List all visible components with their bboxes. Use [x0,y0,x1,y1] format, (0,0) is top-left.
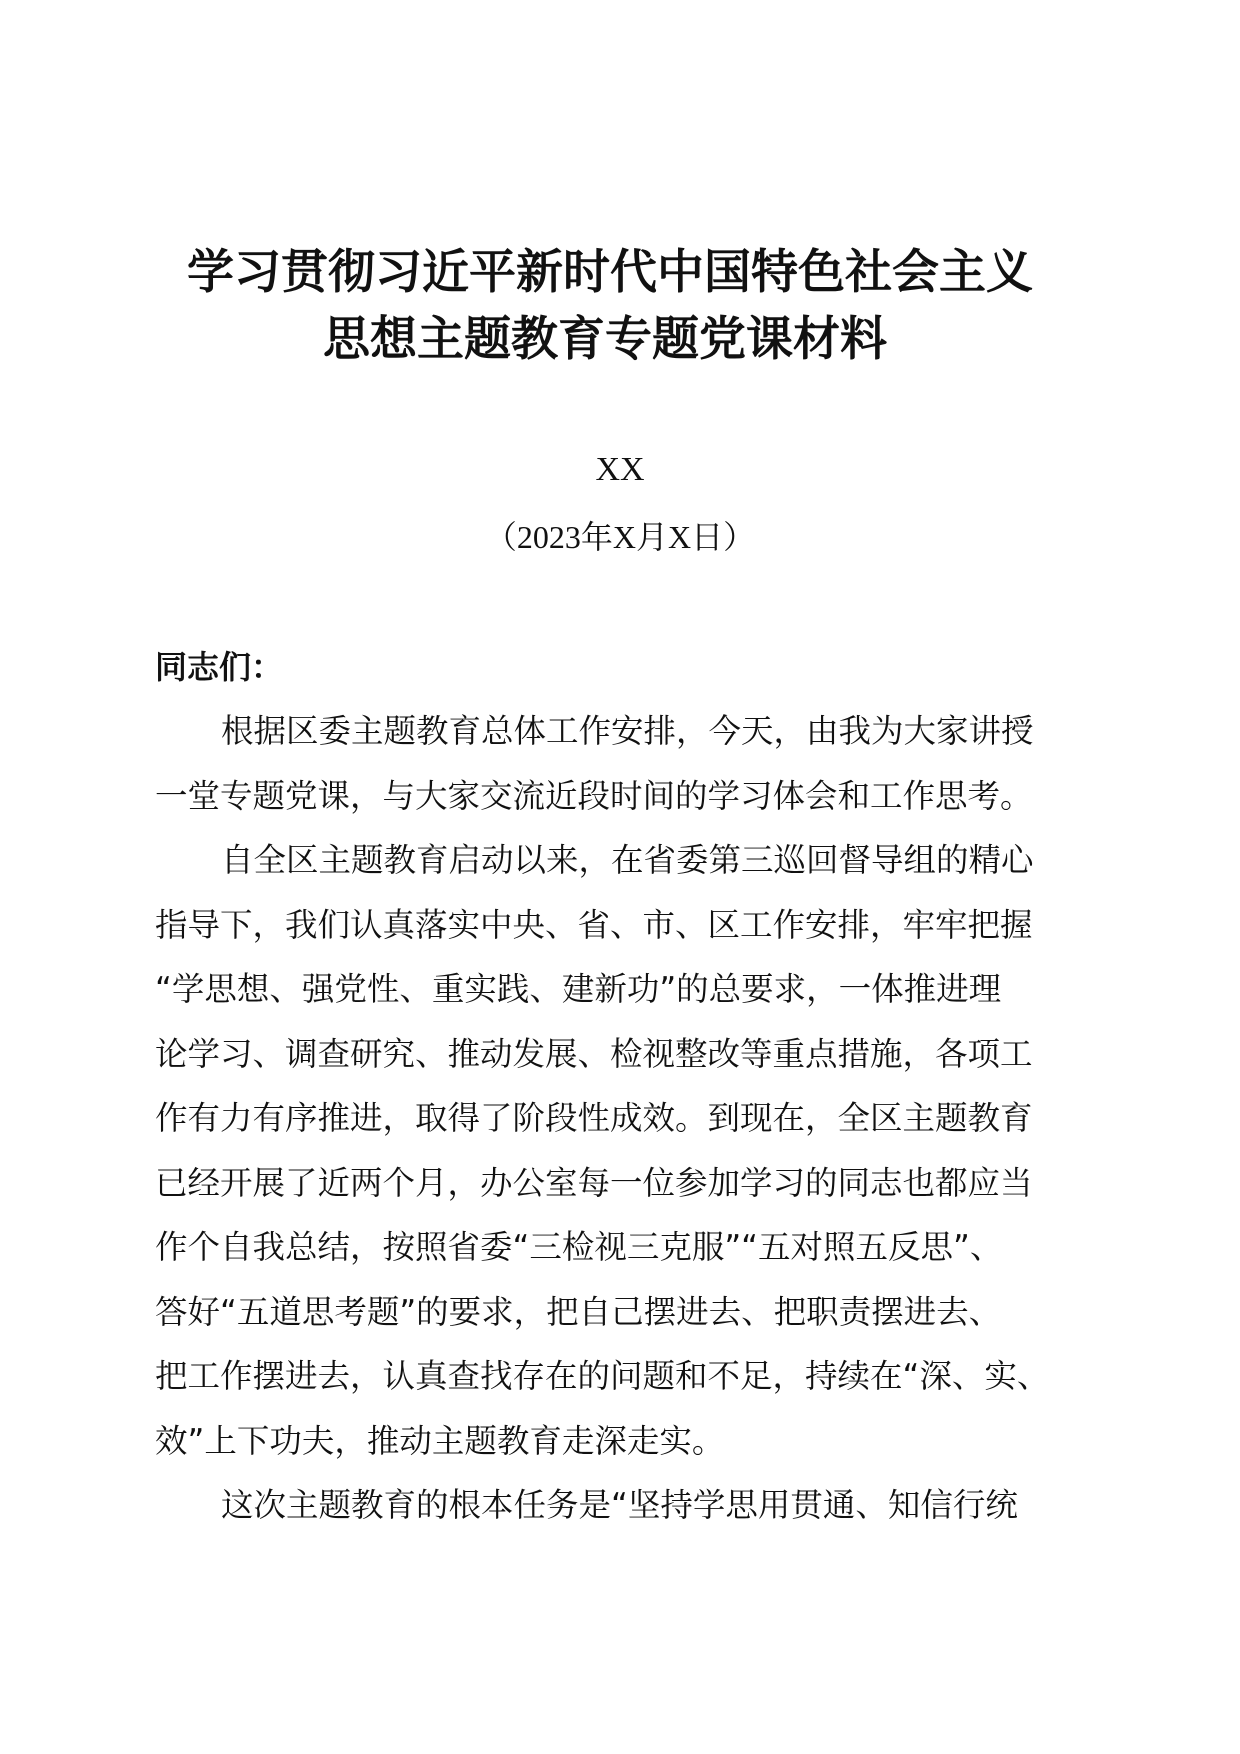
paragraph-2-line: 答好“五道思考题”的要求，把自己摆进去、把职责摆进去、 [155,1293,1002,1331]
author: XX [595,451,645,488]
salutation: 同志们： [155,648,284,686]
document-title-line-1: 学习贯彻习近平新时代中国特色社会主义 [187,245,1033,300]
date: （2023年X月X日） [484,519,756,555]
paragraph-2-line: 指导下，我们认真落实中央、省、市、区工作安排，牢牢把握 [155,906,1033,944]
paragraph-2-line: 已经开展了近两个月，办公室每一位参加学习的同志也都应当 [155,1164,1033,1202]
paragraph-1-line: 根据区委主题教育总体工作安排，今天，由我为大家讲授 [221,712,1034,750]
paragraph-1-line: 一堂专题党课，与大家交流近段时间的学习体会和工作思考。 [155,777,1033,815]
paragraph-2-line: 效”上下功夫，推动主题教育走深走实。 [155,1422,725,1460]
paragraph-2-line: 自全区主题教育启动以来，在省委第三巡回督导组的精心 [221,841,1034,879]
paragraph-2-line: “学思想、强党性、重实践、建新功”的总要求，一体推进理 [155,970,1002,1008]
document-title-line-2: 思想主题教育专题党课材料 [323,312,887,367]
paragraph-2-line: 作有力有序推进，取得了阶段性成效。到现在，全区主题教育 [155,1099,1033,1137]
paragraph-2-line: 把工作摆进去，认真查找存在的问题和不足，持续在“深、实、 [155,1357,1050,1395]
paragraph-2-line: 作个自我总结，按照省委“三检视三克服”“五对照五反思”、 [155,1228,1003,1266]
paragraph-2-line: 论学习、调查研究、推动发展、检视整改等重点措施，各项工 [155,1035,1033,1073]
paragraph-3-line: 这次主题教育的根本任务是“坚持学思用贯通、知信行统 [221,1486,1018,1524]
